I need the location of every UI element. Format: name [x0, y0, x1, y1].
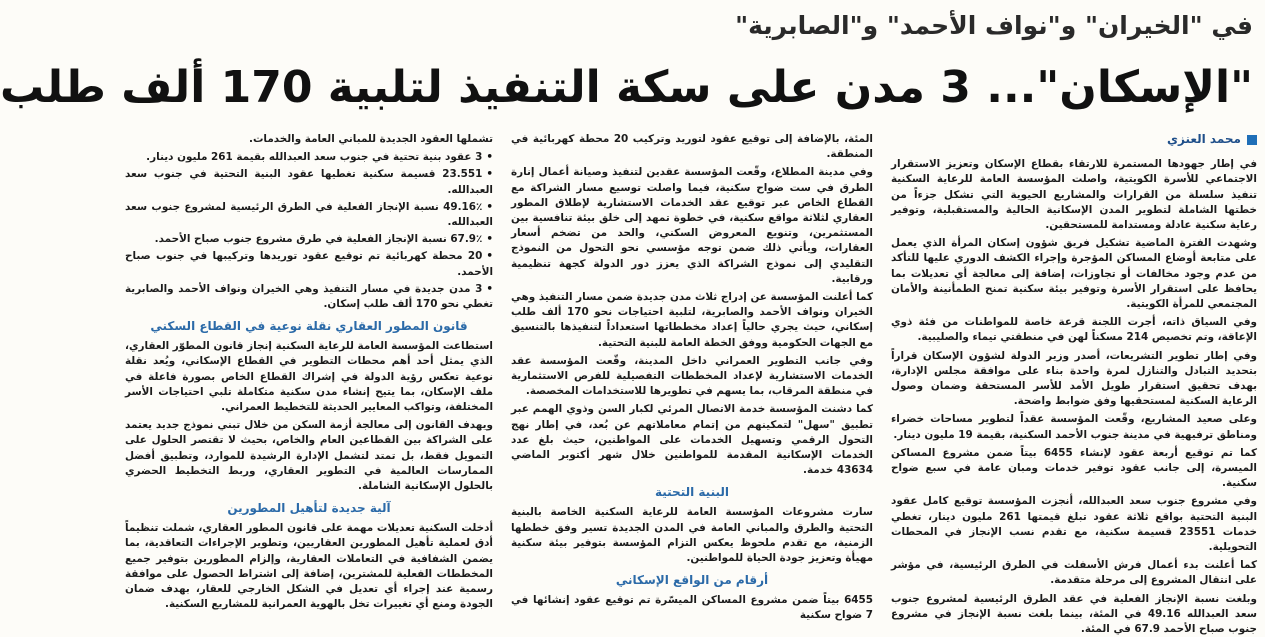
author-name: محمد العنزي [1167, 132, 1241, 146]
paragraph: وعلى صعيد المشاريع، وقّعت المؤسسة عقداً لتطوير مساحات خضراء ومناطق ترفيهية في مدينة جنوب الأحمد السكنية، بقيمة 19 مليون دينار. [891, 413, 1257, 441]
paragraph: وفي جانب التطوير العمراني داخل المدينة، وقّعت المؤسسة عقد الخدمات الاستشارية لإعداد المخططات التفصيلية للفرص الاستثمارية في منطقة المرقاب، بما يسهم في تطويرها للاستخدامات المخصصة. [511, 354, 873, 398]
paragraph: كما تم توقيع أربعة عقود لإنشاء 6455 بيتاً ضمن مشروع المساكن الميسرة، إلى جانب عقود توفير خدمات ومبان عامة في سبع ضواح سكنية. [891, 446, 1258, 490]
paragraph: ويهدف القانون إلى معالجة أزمة السكن من خلال تبني نموذج جديد يعتمد على الشراكة بين القطاعين العام والخاص، بحيث لا تقتصر الحلول على التمويل فقط، بل تمتد لتشمل الإدارة الرشيدة للموارد، وتطبيق أفضل الممارسات العالمية في التطوير العقاري، وربط التخطيط الحضري بالحلول الإسكانية الشاملة. [125, 419, 493, 493]
bullet-item: • 67.9٪ نسبة الإنجاز الفعلية في طرق مشروع جنوب صباح الأحمد. [125, 232, 493, 247]
bullet-item: • 49.16٪ نسبة الإنجاز الفعلية في الطرق الرئيسية لمشروع جنوب سعد العبدالله. [125, 200, 493, 230]
paragraph: في إطار جهودها المستمرة للارتقاء بقطاع الإسكان وتعزيز الاستقرار الاجتماعي للأسرة الكويتية، واصلت المؤسسة العامة للرعاية السكنية تنفيذ سلسلة من القرارات والمشاريع الحيوية التي تشكل جزءاً من خطتها الشاملة لتطوير المدن الإسكانية الحالية والمستقبلية، وتوفير رعاية سكنية عادلة ومستدامة للمستحقين. [891, 158, 1257, 232]
subhead-developer-mechanism: آلية جديدة لتأهيل المطورين [227, 501, 391, 516]
bullet-item: • 20 محطة كهربائية تم توقيع عقود توريدها وتركيبها في جنوب صباح الأحمد. [125, 249, 493, 279]
paragraph: وشهدت الفترة الماضية تشكيل فريق شؤون إسكان المرأة الذي يعمل على متابعة أوضاع المساكن المؤجرة وإجراء الكشف الدوري عليها للتأكد من عدم وجود مخالفات أو تجاوزات، إضافة إلى معالجة أي تعديلات بما يحافظ على استقرار الأسرة وتوفير بيئة سكنية تمنح الطمأنينة والأمان المجتمعي للمرأة الكويتية. [891, 237, 1257, 311]
column-1 [891, 132, 1258, 636]
paragraph: وفي مدينة المطلاع، وقّعت المؤسسة عقدين لتنفيذ وصيانة أعمال إنارة الطرق في ست ضواح سكنية، فيما واصلت توسيع مسار الشراكة مع القطاع الخاص عبر توقيع عقد الخدمات الاستشارية لإطلاق المطور العقاري لثلاثة مواقع سكنية، في خطوة تمهد إلى خلق بيئة تنافسية بين المستثمرين، وتنويع المعروض السكني، والحد من تضخم أسعار العقارات، ويأتي ذلك ضمن توجه مؤسسي نحو التحول من النموذج التقليدي إلى نموذج الشراكة الذي يعزز دور الدولة كجهة تنظيمية ورقابية. [511, 166, 873, 285]
paragraph: وفي السياق ذاته، أجرت اللجنة قرعة خاصة للمواطنات من فئة ذوي الإعاقة، وتم تخصيص 214 مسكناً لهن في منطقتي تيماء والصليبية. [891, 316, 1257, 344]
column-3 [125, 132, 493, 611]
column-2 [511, 132, 873, 622]
paragraph: كما دشنت المؤسسة خدمة الاتصال المرئي لكبار السن وذوي الهمم عبر تطبيق "سهل" لتمكينهم من إتمام معاملاتهم عن بُعد، في إطار نهج التحول الرقمي وتسهيل الخدمات على المواطنين، حيث بلغ عدد الخدمات الإسكانية المقدمة للمواطنين خلال شهر أكتوبر الماضي 43634 خدمة. [511, 403, 873, 477]
subhead-numbers: أرقام من الواقع الإسكاني [615, 573, 769, 588]
byline [891, 132, 1257, 147]
paragraph: تشملها العقود الجديدة للمباني العامة والخدمات. [249, 133, 493, 145]
bullet-item: • 23.551 قسيمة سكنية تغطيها عقود البنية التحتية في جنوب سعد العبدالله. [125, 167, 493, 197]
paragraph: 6455 بيتاً ضمن مشروع المساكن الميسّرة تم توقيع عقود إنشائها في 7 ضواح سكنية [511, 594, 873, 622]
paragraph: كما أعلنت المؤسسة عن إدراج ثلاث مدن جديدة ضمن مسار التنفيذ وهي الخيران ونواف الأحمد والصابرية، لتلبية احتياجات نحو 170 ألف طلب إسكاني، حيث يجري حالياً إعداد مخططاتها استعداداً لتنفيذها بالتنسيق مع الجهات الحكومية ووفق الخطة العامة للبنية التحتية. [511, 291, 873, 349]
article-headline: "الإسكان"... 3 مدن على سكة التنفيذ لتلبية 170 ألف طلب [0, 62, 1253, 113]
paragraph: كما أعلنت بدء أعمال فرش الأسفلت في الطرق الرئيسية، في مؤشر على انتقال المشروع إلى مرحلة متقدمة. [891, 559, 1257, 587]
paragraph: سارت مشروعات المؤسسة العامة للرعاية السكنية الخاصة بالبنية التحتية والطرق والمباني العامة في المدن الجديدة تسير وفق خططها الزمنية، مع تقدم ملحوظ يعكس التزام المؤسسة بتوفير بيئة سكنية مهيأة وتعزيز جودة الحياة للمواطنين. [511, 506, 873, 565]
paragraph: استطاعت المؤسسة العامة للرعاية السكنية إنجاز قانون المطوّر العقاري، الذي يمثل أحد أهم محطات التطوير في القطاع الإسكاني، ويُعد نقلة نوعية تعكس رؤية الدولة في إشراك القطاع الخاص بصورة فاعلة في ملف الإسكان، بما يتيح إنشاء مدن سكنية متكاملة تلبي احتياجات الأسر المختلفة، وتواكب المعايير الحديثة للتخطيط العمراني. [125, 340, 493, 414]
bullet-item: • 3 مدن جديدة في مسار التنفيذ وهي الخيران ونواف الأحمد والصابرية تغطي نحو 170 ألف طلب إسكان. [125, 282, 493, 312]
subhead-developer-law: قانون المطور العقاري نقلة نوعية في القطاع السكني [150, 319, 468, 334]
paragraph: وفي مشروع جنوب سعد العبدالله، أنجزت المؤسسة توقيع كامل عقود البنية التحتية بواقع ثلاثة عقود تبلغ قيمتها 261 مليون دينار، تغطي خدمات 23551 قسيمة سكنية، مع تقدم نسب الإنجاز في المحطات التحويلية. [891, 495, 1258, 554]
paragraph: وبلغت نسبة الإنجاز الفعلية في عقد الطرق الرئيسية لمشروع جنوب سعد العبدالله 49.16 في المئة، بينما بلغت نسبة الإنجاز في مشروع جنوب صباح الأحمد 67.9 في المئة. [891, 592, 1257, 636]
article-kicker: في "الخيران" و"نواف الأحمد" و"الصابرية" [735, 11, 1253, 40]
paragraph: أدخلت السكنية تعديلات مهمة على قانون المطور العقاري، شملت تنظيماً أدق لعملية تأهيل المطورين العقاريين، وتطوير الإجراءات التعاقدية، بما يضمن الشفافية في التعاملات العقارية، وإلزام المطورين بتوفير جميع المخططات الفعلية للمشترين، إضافة إلى اشتراط الحصول على موافقة رسمية عند إجراء أي تعديل في الشكل الخارجي للعقار، بهدف ضمان الجودة ومنع أي تغييرات تخل بالهوية العمرانية للمشاريع السكنية. [125, 522, 493, 611]
paragraph: المئة، بالإضافة إلى توقيع عقود لتوريد وتركيب 20 محطة كهربائية في المنطقة. [511, 133, 873, 161]
subhead-infrastructure: البنية التحتية [654, 485, 729, 500]
bullet-item: • 3 عقود بنية تحتية في جنوب سعد العبدالله بقيمة 261 مليون دينار. [125, 150, 493, 165]
byline-square-icon [1247, 135, 1257, 145]
paragraph: وفي إطار تطوير التشريعات، أصدر وزير الدولة لشؤون الإسكان قراراً بتحديد التبادل والتنازل لمرة واحدة بناء على موافقة مجلس الإدارة، بهدف تحقيق استقرار طويل الأمد للأسر المستحقة وضمان وصول الرعاية السكنية لمستحقيها وفق ضوابط واضحة. [891, 349, 1257, 408]
article-body [125, 132, 1258, 636]
